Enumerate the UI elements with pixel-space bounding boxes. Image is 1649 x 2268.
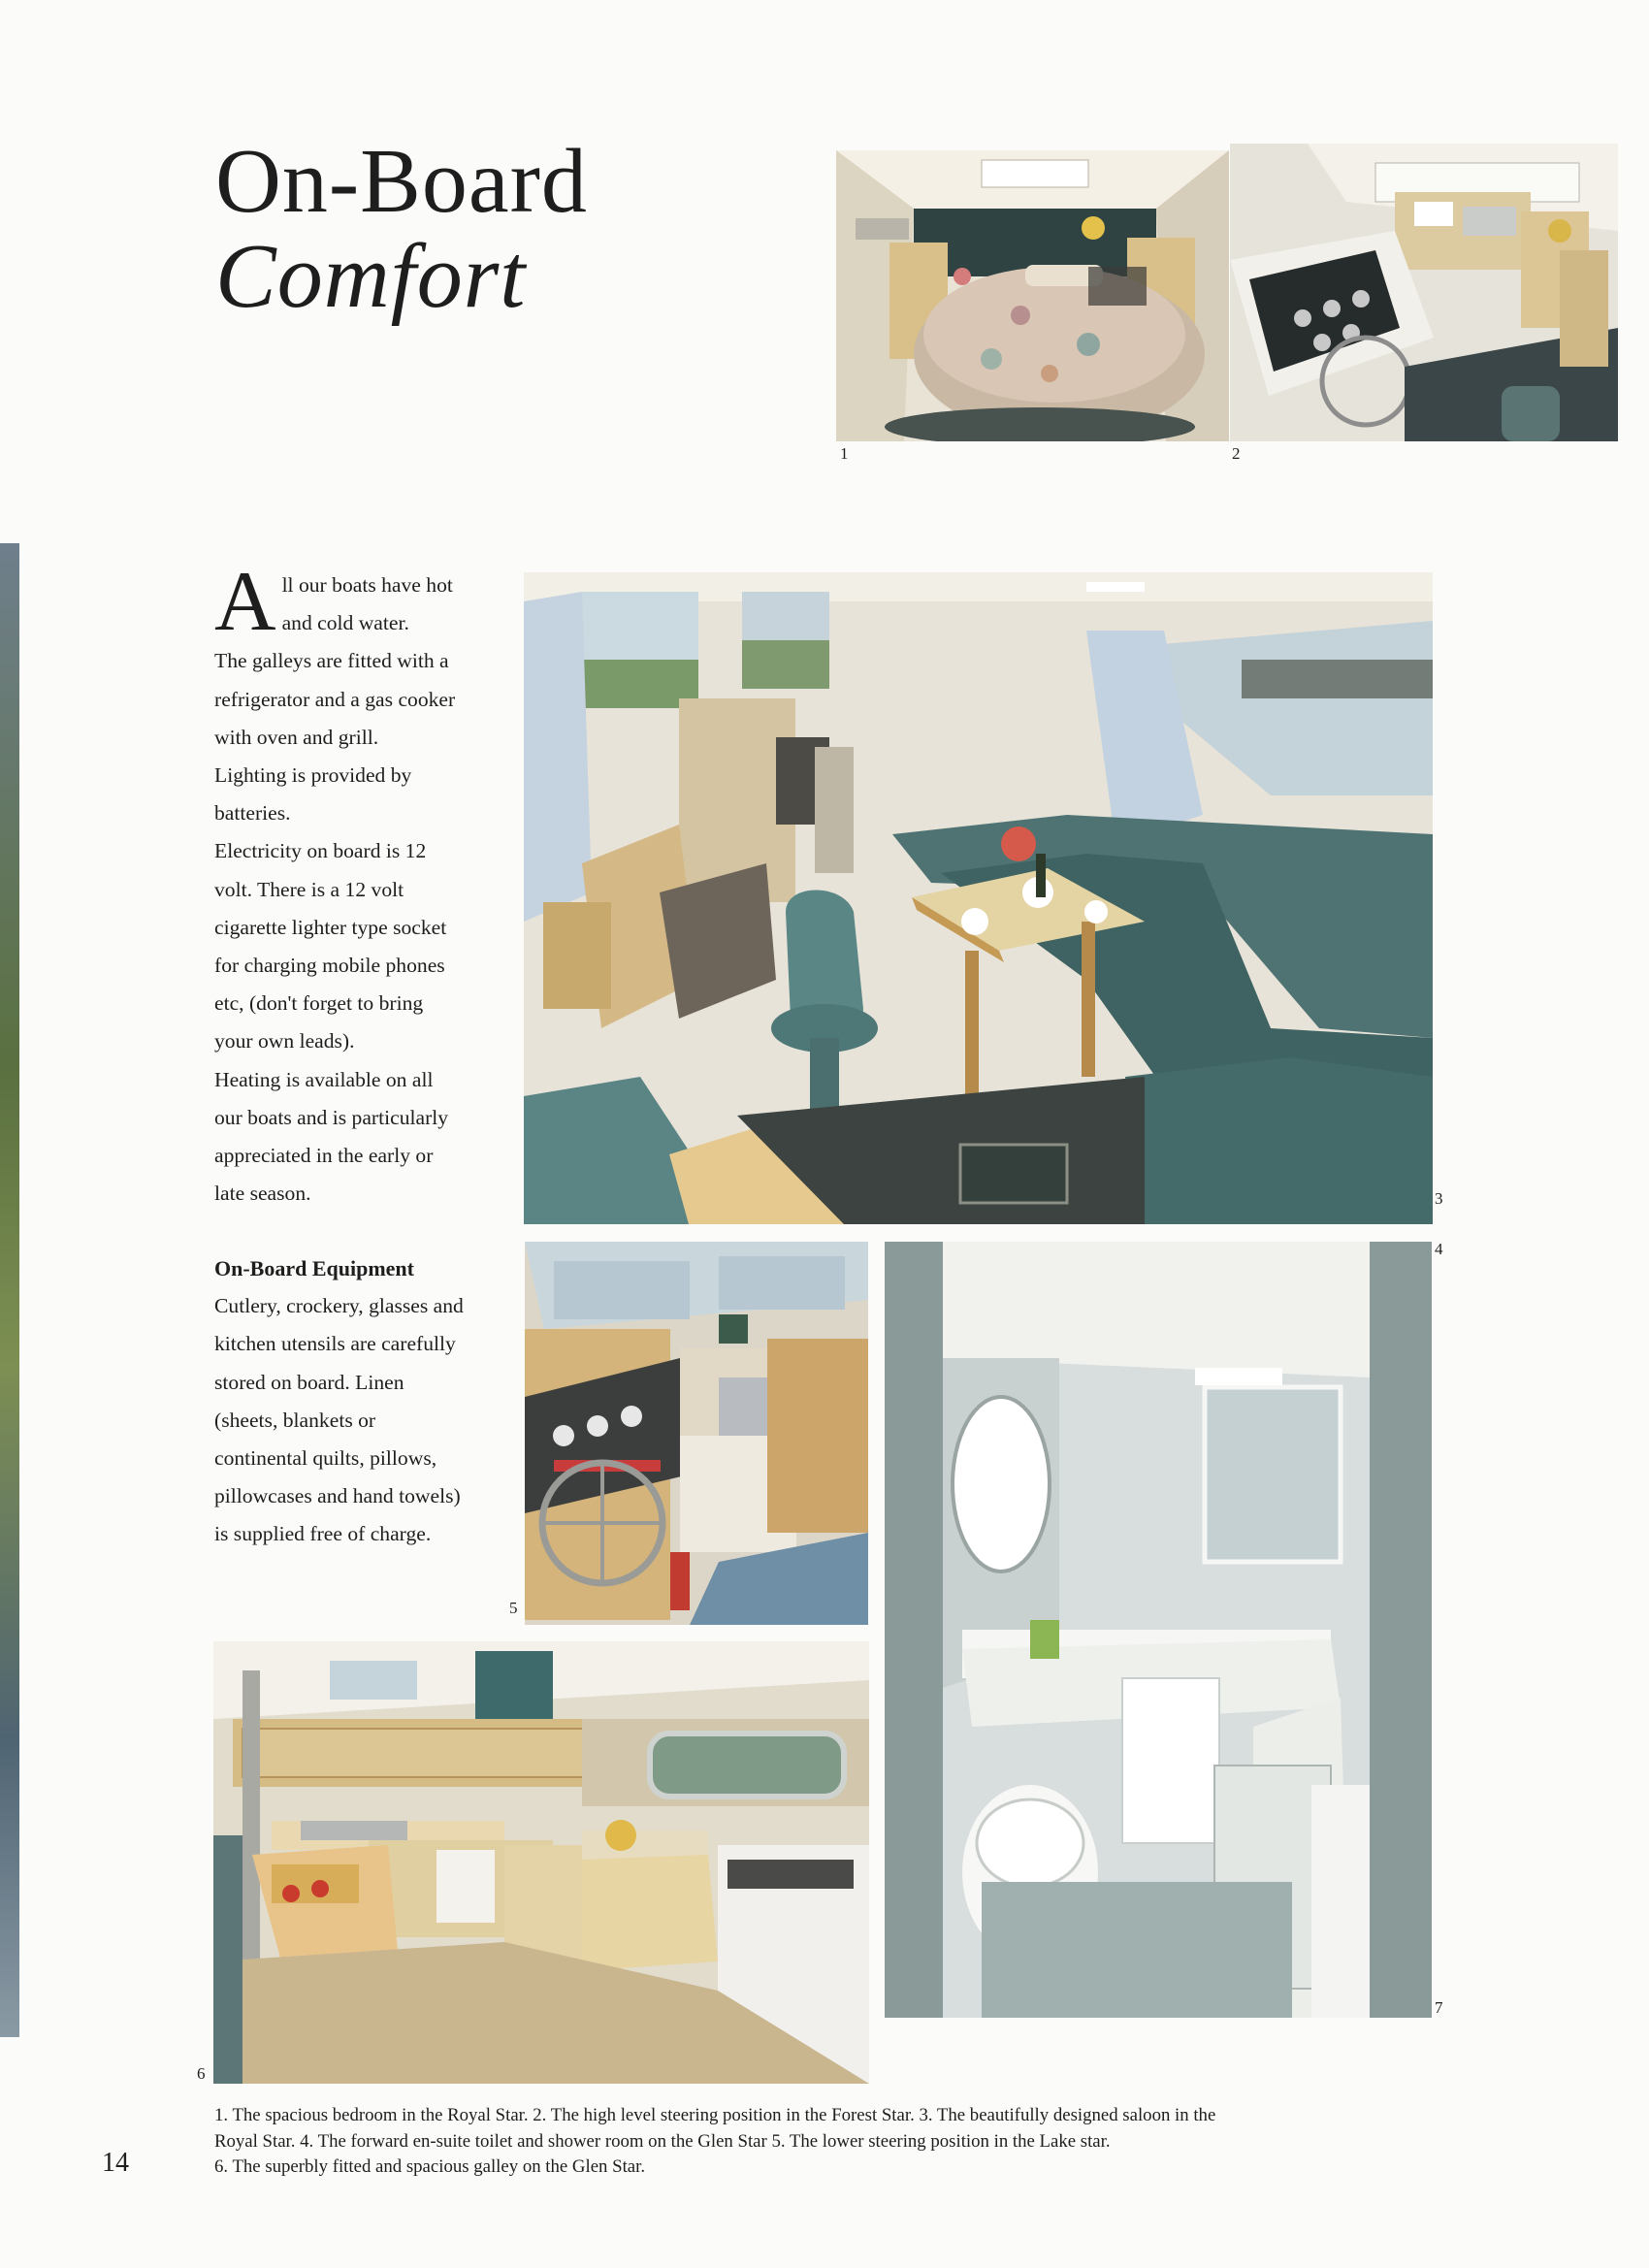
page-title: [215, 131, 588, 327]
intro-line: with oven and grill.: [214, 725, 379, 749]
intro-line: our boats and is particularly: [214, 1105, 449, 1129]
photo-number-1: 1: [840, 444, 849, 463]
photo-bedroom: [836, 150, 1229, 441]
intro-line: your own leads).: [214, 1029, 355, 1053]
intro-line: Lighting is provided by: [214, 763, 412, 788]
intro-text: [214, 555, 505, 1213]
intro-line: batteries.: [214, 801, 291, 826]
equipment-line: (sheets, blankets or: [214, 1408, 376, 1432]
photo-steering-position: [1230, 144, 1618, 441]
caption-line: 6. The superbly fitted and spacious galley on the Glen Star.: [214, 2156, 646, 2177]
photo-captions: [214, 2103, 1417, 2181]
equipment-line: kitchen utensils are carefully: [214, 1332, 456, 1356]
intro-line: Electricity on board is 12: [214, 839, 427, 863]
title-line-1: On-Board: [215, 131, 588, 232]
intro-line: The galleys are fitted with a: [214, 649, 449, 673]
photo-number-3: 3: [1435, 1189, 1443, 1208]
caption-line: 1. The spacious bedroom in the Royal Star. 2. The high level steering position in the Forest Star. 3. The beautifully designed saloon in the: [214, 2105, 1216, 2125]
photo-number-2: 2: [1232, 444, 1241, 463]
intro-line: and cold water.: [281, 611, 409, 635]
intro-line: refrigerator and a gas cooker: [214, 687, 456, 711]
equipment-section: [214, 1249, 505, 1554]
drop-cap: A: [214, 555, 276, 649]
equipment-line: stored on board. Linen: [214, 1370, 404, 1394]
equipment-line: Cutlery, crockery, glasses and: [214, 1294, 464, 1318]
intro-line: for charging mobile phones: [214, 954, 445, 978]
intro-line: Heating is available on all: [214, 1067, 434, 1091]
photo-lower-steering-position: [525, 1242, 868, 1625]
intro-line: volt. There is a 12 volt: [214, 877, 404, 901]
photo-number-7: 7: [1435, 1998, 1443, 2017]
photo-number-6: 6: [197, 2064, 206, 2083]
intro-line: cigarette lighter type socket: [214, 915, 447, 939]
equipment-heading: On-Board Equipment: [214, 1256, 414, 1280]
intro-line: etc, (don't forget to bring: [214, 991, 424, 1016]
equipment-line: continental quilts, pillows,: [214, 1446, 437, 1471]
page-number: 14: [102, 2148, 129, 2178]
intro-line: appreciated in the early or: [214, 1144, 434, 1168]
photo-galley: [213, 1641, 869, 2084]
equipment-text: [214, 1287, 505, 1553]
page-edge-strip: [0, 543, 19, 2037]
title-line-2: Comfort: [215, 226, 527, 327]
photo-toilet-shower-room: [885, 1242, 1432, 2018]
photo-saloon: [524, 572, 1433, 1224]
photo-number-4: 4: [1435, 1240, 1443, 1258]
equipment-line: pillowcases and hand towels): [214, 1484, 461, 1508]
caption-line: Royal Star. 4. The forward en-suite toilet and shower room on the Glen Star 5. The lower steering position in the Lake star.: [214, 2130, 1111, 2152]
intro-line: late season.: [214, 1182, 311, 1206]
intro-line: ll our boats have hot: [281, 573, 453, 597]
equipment-line: is supplied free of charge.: [214, 1522, 432, 1546]
photo-number-5: 5: [509, 1599, 518, 1617]
